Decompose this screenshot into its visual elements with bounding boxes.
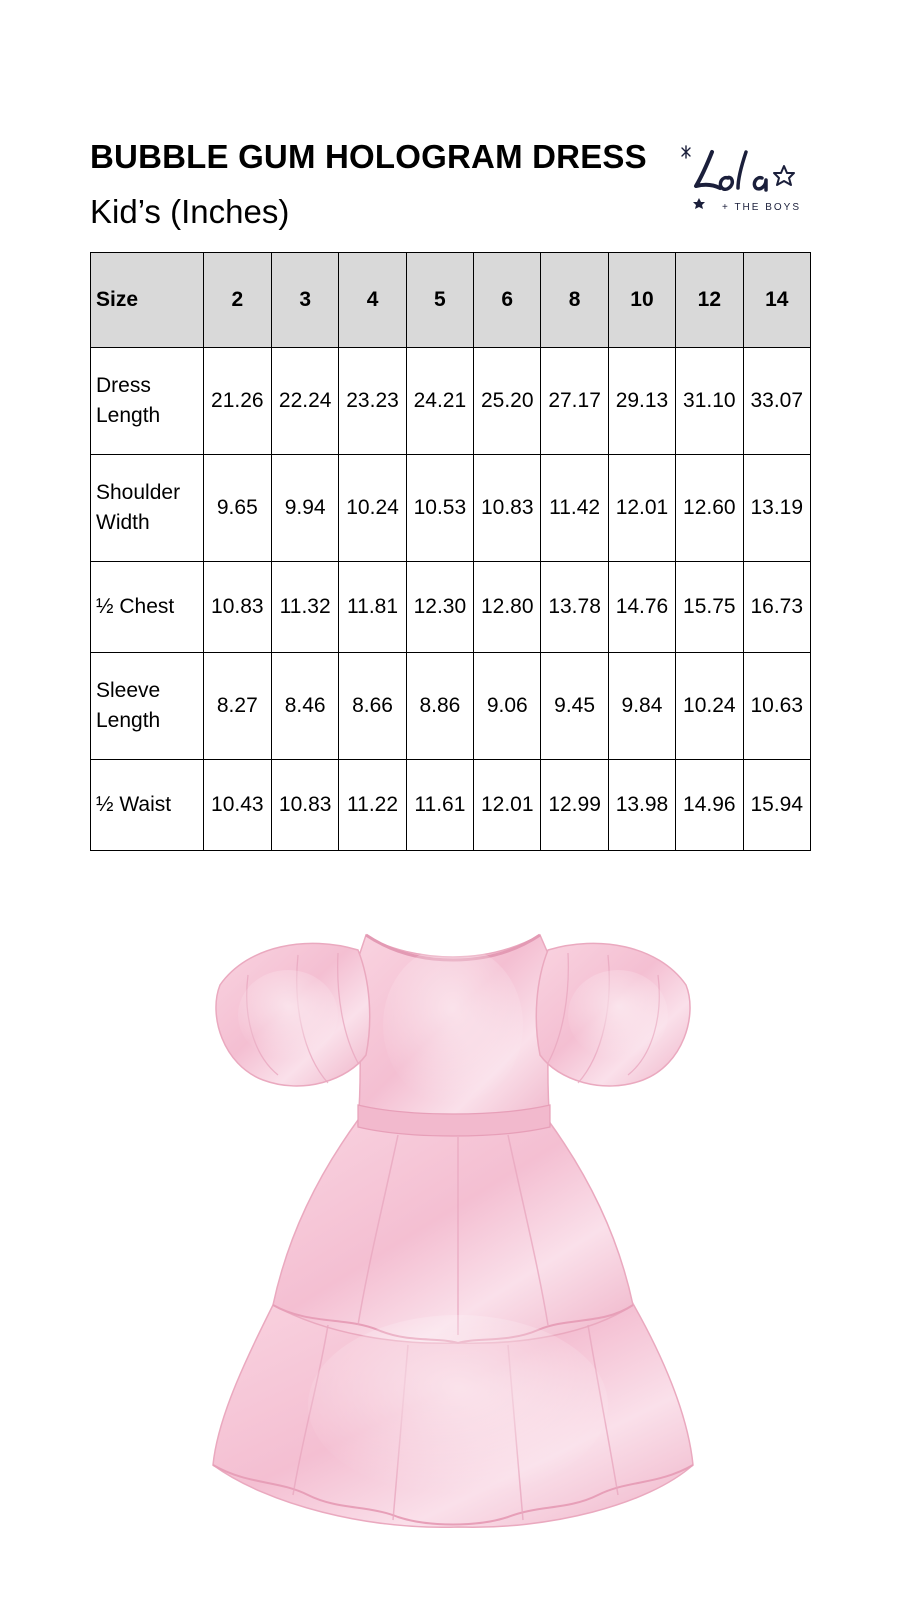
page-title: BUBBLE GUM HOLOGRAM DRESS: [90, 138, 647, 175]
table-cell: 10.24: [339, 455, 406, 562]
table-cell: 24.21: [406, 348, 473, 455]
table-cell: 14.76: [608, 562, 675, 653]
table-cell: 27.17: [541, 348, 608, 455]
table-cell: 11.32: [272, 562, 339, 653]
table-row-dress-length: [91, 348, 811, 455]
row-label: Shoulder Width: [91, 455, 204, 562]
svg-text:+ THE BOYS: + THE BOYS: [722, 202, 802, 213]
table-cell: 12.01: [608, 455, 675, 562]
table-header-row: [91, 253, 811, 348]
table-cell: 23.23: [339, 348, 406, 455]
header-cell: 10: [608, 253, 675, 348]
table-cell: 13.78: [541, 562, 608, 653]
header-cell: 5: [406, 253, 473, 348]
table-cell: 12.01: [474, 760, 541, 851]
table-cell: 8.46: [272, 653, 339, 760]
table-cell: 29.13: [608, 348, 675, 455]
row-label: ½ Chest: [91, 562, 204, 653]
table-cell: 10.53: [406, 455, 473, 562]
table-row-sleeve-length: [91, 653, 811, 760]
row-label: ½ Waist: [91, 760, 204, 851]
table-cell: 10.83: [272, 760, 339, 851]
table-cell: 11.22: [339, 760, 406, 851]
table-row-half-chest: [91, 562, 811, 653]
brand-logo: [678, 138, 818, 228]
table-cell: 8.27: [203, 653, 271, 760]
table-cell: 11.81: [339, 562, 406, 653]
table-cell: 12.30: [406, 562, 473, 653]
table-row-half-waist: [91, 760, 811, 851]
table-cell: 10.63: [743, 653, 810, 760]
table-cell: 9.45: [541, 653, 608, 760]
size-chart-table: [90, 252, 811, 851]
row-label: Sleeve Length: [91, 653, 204, 760]
header-cell: 6: [474, 253, 541, 348]
table-cell: 13.19: [743, 455, 810, 562]
dress-product-image: [208, 905, 698, 1545]
table-cell: 9.84: [608, 653, 675, 760]
header-cell: 3: [272, 253, 339, 348]
table-cell: 8.86: [406, 653, 473, 760]
header-cell-size: Size: [91, 253, 204, 348]
table-cell: 14.96: [676, 760, 743, 851]
table-cell: 10.83: [203, 562, 271, 653]
table-cell: 11.42: [541, 455, 608, 562]
table-cell: 16.73: [743, 562, 810, 653]
table-cell: 10.24: [676, 653, 743, 760]
table-cell: 22.24: [272, 348, 339, 455]
table-cell: 12.99: [541, 760, 608, 851]
header-cell: 2: [203, 253, 271, 348]
table-cell: 25.20: [474, 348, 541, 455]
table-cell: 9.06: [474, 653, 541, 760]
table-cell: 8.66: [339, 653, 406, 760]
page-subtitle: Kid’s (Inches): [90, 193, 290, 230]
table-cell: 12.80: [474, 562, 541, 653]
table-row-shoulder-width: [91, 455, 811, 562]
table-cell: 15.75: [676, 562, 743, 653]
table-cell: 9.94: [272, 455, 339, 562]
table-cell: 10.83: [474, 455, 541, 562]
table-cell: 15.94: [743, 760, 810, 851]
header-cell: 4: [339, 253, 406, 348]
header-cell: 8: [541, 253, 608, 348]
table-cell: 12.60: [676, 455, 743, 562]
table-cell: 31.10: [676, 348, 743, 455]
table-cell: 13.98: [608, 760, 675, 851]
row-label: Dress Length: [91, 348, 204, 455]
table-cell: 10.43: [203, 760, 271, 851]
table-cell: 11.61: [406, 760, 473, 851]
table-cell: 21.26: [203, 348, 271, 455]
header-cell: 12: [676, 253, 743, 348]
header-cell: 14: [743, 253, 810, 348]
table-cell: 33.07: [743, 348, 810, 455]
table-cell: 9.65: [203, 455, 271, 562]
